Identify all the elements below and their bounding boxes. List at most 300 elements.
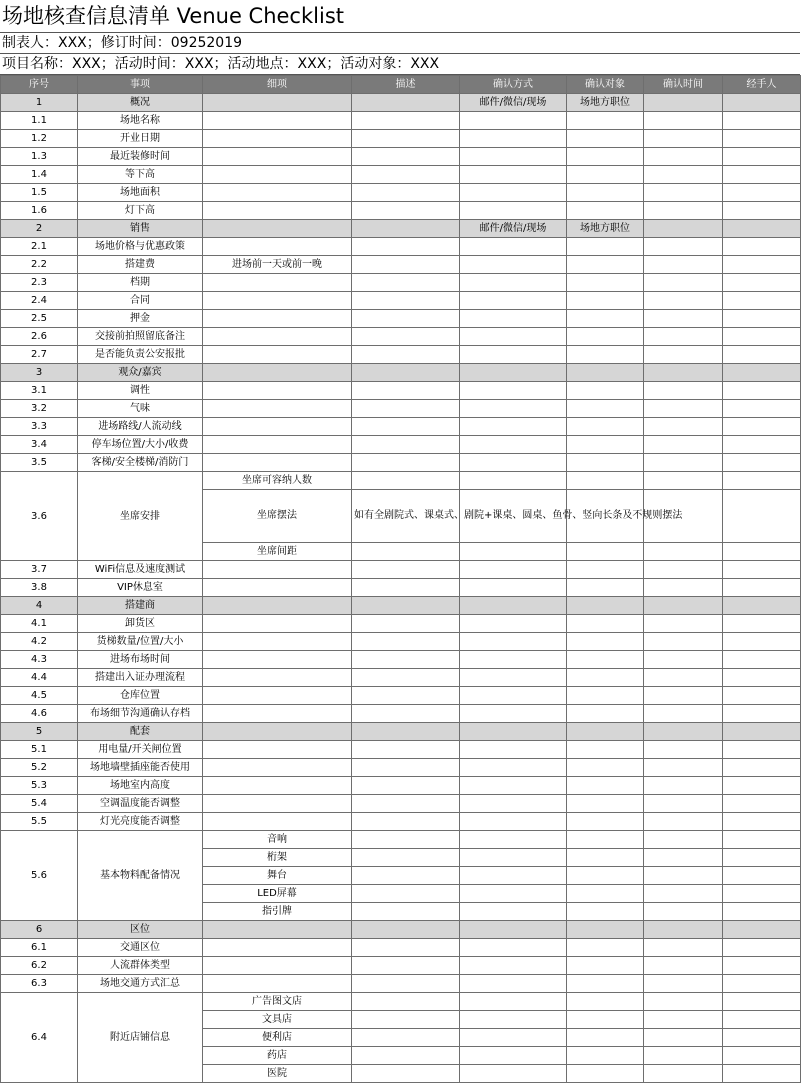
- section-title: 概况: [78, 94, 203, 112]
- empty-cell: [460, 1065, 567, 1083]
- header-no: 序号: [1, 76, 78, 94]
- empty-cell: [723, 1029, 801, 1047]
- empty-cell: [460, 418, 567, 436]
- empty-cell: [460, 542, 567, 560]
- empty-cell: [644, 1065, 723, 1083]
- empty-cell: [567, 885, 644, 903]
- table-row: [1, 184, 801, 202]
- empty-cell: [352, 454, 460, 472]
- empty-cell: [203, 579, 352, 597]
- empty-cell: [567, 867, 644, 885]
- empty-cell: [203, 795, 352, 813]
- section-no: 1: [1, 94, 78, 112]
- empty-cell: [723, 633, 801, 651]
- empty-cell: [723, 148, 801, 166]
- empty-cell: [460, 759, 567, 777]
- empty-cell: [644, 400, 723, 418]
- empty-cell: [460, 310, 567, 328]
- row-item: 场地室内高度: [78, 777, 203, 795]
- empty-cell: [203, 454, 352, 472]
- empty-cell: [352, 1065, 460, 1083]
- empty-cell: [644, 112, 723, 130]
- row-no: 4.5: [1, 687, 78, 705]
- empty-cell: [723, 220, 801, 238]
- row-detail: 便利店: [203, 1029, 352, 1047]
- empty-cell: [723, 597, 801, 615]
- table-row: [1, 148, 801, 166]
- empty-cell: [352, 274, 460, 292]
- table-row: [1, 400, 801, 418]
- row-no: 3.3: [1, 418, 78, 436]
- table-row: [1, 346, 801, 364]
- empty-cell: [460, 885, 567, 903]
- empty-cell: [352, 1029, 460, 1047]
- empty-cell: [203, 202, 352, 220]
- empty-cell: [352, 112, 460, 130]
- row-detail: 舞台: [203, 867, 352, 885]
- empty-cell: [203, 184, 352, 202]
- empty-cell: [644, 687, 723, 705]
- empty-cell: [567, 651, 644, 669]
- empty-cell: [567, 957, 644, 975]
- header-confirm-target: 确认对象: [567, 76, 644, 94]
- cell: [352, 94, 460, 112]
- section-title: 销售: [78, 220, 203, 238]
- empty-cell: [460, 472, 567, 490]
- empty-cell: [723, 382, 801, 400]
- row-no: 6.1: [1, 939, 78, 957]
- empty-cell: [644, 220, 723, 238]
- empty-cell: [723, 957, 801, 975]
- empty-cell: [460, 867, 567, 885]
- empty-cell: [567, 256, 644, 274]
- header-detail: 细项: [203, 76, 352, 94]
- empty-cell: [644, 454, 723, 472]
- empty-cell: [723, 202, 801, 220]
- row-item: 最近装修时间: [78, 148, 203, 166]
- row-item: 搭建费: [78, 256, 203, 274]
- empty-cell: [352, 615, 460, 633]
- empty-cell: [567, 112, 644, 130]
- row-no: 2.1: [1, 238, 78, 256]
- empty-cell: [644, 975, 723, 993]
- empty-cell: [644, 561, 723, 579]
- empty-cell: [723, 615, 801, 633]
- row-item: 是否能负责公安报批: [78, 346, 203, 364]
- empty-cell: [460, 292, 567, 310]
- empty-cell: [644, 382, 723, 400]
- empty-cell: [352, 346, 460, 364]
- empty-cell: [352, 903, 460, 921]
- empty-cell: [203, 615, 352, 633]
- empty-cell: [352, 542, 460, 560]
- row-item: 进场布场时间: [78, 651, 203, 669]
- empty-cell: [203, 651, 352, 669]
- empty-cell: [567, 130, 644, 148]
- empty-cell: [567, 436, 644, 454]
- row-no: 5.2: [1, 759, 78, 777]
- empty-cell: [644, 310, 723, 328]
- empty-cell: [567, 382, 644, 400]
- empty-cell: [203, 112, 352, 130]
- empty-cell: [723, 292, 801, 310]
- empty-cell: [567, 202, 644, 220]
- empty-cell: [723, 831, 801, 849]
- empty-cell: [567, 238, 644, 256]
- empty-cell: [567, 669, 644, 687]
- empty-cell: [567, 975, 644, 993]
- row-no: 5.6: [1, 831, 78, 921]
- empty-cell: [460, 687, 567, 705]
- empty-cell: [352, 831, 460, 849]
- header-confirm-time: 确认时间: [644, 76, 723, 94]
- empty-cell: [723, 723, 801, 741]
- row-no: 1.1: [1, 112, 78, 130]
- empty-cell: [644, 615, 723, 633]
- empty-cell: [460, 202, 567, 220]
- empty-cell: [460, 615, 567, 633]
- empty-cell: [723, 777, 801, 795]
- row-item: 搭建出入证办理流程: [78, 669, 203, 687]
- empty-cell: [567, 579, 644, 597]
- row-item: 押金: [78, 310, 203, 328]
- table-row: [1, 292, 801, 310]
- empty-cell: [460, 795, 567, 813]
- row-item: 空调温度能否调整: [78, 795, 203, 813]
- empty-cell: [460, 346, 567, 364]
- empty-cell: [203, 148, 352, 166]
- section-row-builder: [1, 597, 801, 615]
- table-row: [1, 130, 801, 148]
- header-handler: 经手人: [723, 76, 801, 94]
- empty-cell: [644, 238, 723, 256]
- empty-cell: [460, 651, 567, 669]
- confirm-target: 场地方职位: [567, 94, 644, 112]
- empty-cell: [203, 346, 352, 364]
- empty-cell: [352, 472, 460, 490]
- empty-cell: [203, 238, 352, 256]
- section-title: 区位: [78, 921, 203, 939]
- empty-cell: [644, 579, 723, 597]
- empty-cell: [567, 1065, 644, 1083]
- empty-cell: [203, 669, 352, 687]
- empty-cell: [352, 651, 460, 669]
- empty-cell: [723, 454, 801, 472]
- section-no: 4: [1, 597, 78, 615]
- empty-cell: [567, 400, 644, 418]
- row-no: 2.3: [1, 274, 78, 292]
- row-item: 用电量/开关闸位置: [78, 741, 203, 759]
- empty-cell: [203, 328, 352, 346]
- empty-cell: [460, 256, 567, 274]
- empty-cell: [352, 166, 460, 184]
- empty-cell: [460, 382, 567, 400]
- row-no: 3.8: [1, 579, 78, 597]
- row-detail: 广告图文店: [203, 993, 352, 1011]
- empty-cell: [567, 597, 644, 615]
- empty-cell: [352, 885, 460, 903]
- empty-cell: [460, 148, 567, 166]
- empty-cell: [567, 777, 644, 795]
- empty-cell: [460, 454, 567, 472]
- row-detail: 坐席间距: [203, 542, 352, 560]
- section-no: 5: [1, 723, 78, 741]
- empty-cell: [567, 346, 644, 364]
- row-item: 场地交通方式汇总: [78, 975, 203, 993]
- table-row: [1, 382, 801, 400]
- empty-cell: [352, 795, 460, 813]
- empty-cell: [460, 777, 567, 795]
- empty-cell: [644, 1047, 723, 1065]
- table-row: [1, 112, 801, 130]
- empty-cell: [203, 292, 352, 310]
- empty-cell: [723, 472, 801, 490]
- cell: [644, 94, 723, 112]
- empty-cell: [723, 687, 801, 705]
- empty-cell: [352, 184, 460, 202]
- empty-cell: [203, 130, 352, 148]
- confirm-method: 邮件/微信/现场: [460, 94, 567, 112]
- empty-cell: [723, 651, 801, 669]
- empty-cell: [567, 903, 644, 921]
- empty-cell: [723, 885, 801, 903]
- row-item: 客梯/安全楼梯/消防门: [78, 454, 203, 472]
- empty-cell: [723, 418, 801, 436]
- empty-cell: [460, 831, 567, 849]
- empty-cell: [352, 813, 460, 831]
- empty-cell: [567, 184, 644, 202]
- empty-cell: [567, 831, 644, 849]
- empty-cell: [203, 687, 352, 705]
- section-no: 3: [1, 364, 78, 382]
- row-no: 2.2: [1, 256, 78, 274]
- empty-cell: [352, 723, 460, 741]
- empty-cell: [644, 274, 723, 292]
- empty-cell: [203, 705, 352, 723]
- empty-cell: [203, 633, 352, 651]
- empty-cell: [567, 615, 644, 633]
- row-item: 基本物料配备情况: [78, 831, 203, 921]
- row-detail: 文具店: [203, 1011, 352, 1029]
- empty-cell: [567, 939, 644, 957]
- empty-cell: [352, 310, 460, 328]
- empty-cell: [567, 993, 644, 1011]
- empty-cell: [567, 849, 644, 867]
- empty-cell: [460, 436, 567, 454]
- empty-cell: [567, 633, 644, 651]
- empty-cell: [644, 292, 723, 310]
- empty-cell: [352, 238, 460, 256]
- empty-cell: [723, 490, 801, 542]
- empty-cell: [203, 436, 352, 454]
- empty-cell: [723, 903, 801, 921]
- empty-cell: [352, 759, 460, 777]
- empty-cell: [203, 382, 352, 400]
- empty-cell: [723, 274, 801, 292]
- row-no: 1.4: [1, 166, 78, 184]
- table-row: [1, 256, 801, 274]
- row-no: 3.1: [1, 382, 78, 400]
- empty-cell: [723, 993, 801, 1011]
- empty-cell: [567, 813, 644, 831]
- row-no: 3.6: [1, 472, 78, 561]
- empty-cell: [352, 130, 460, 148]
- row-no: 4.6: [1, 705, 78, 723]
- row-no: 1.3: [1, 148, 78, 166]
- header-item: 事项: [78, 76, 203, 94]
- table-row: [1, 454, 801, 472]
- table-row: [1, 202, 801, 220]
- row-item: 灯光亮度能否调整: [78, 813, 203, 831]
- row-no: 3.7: [1, 561, 78, 579]
- empty-cell: [567, 795, 644, 813]
- empty-cell: [644, 328, 723, 346]
- section-no: 6: [1, 921, 78, 939]
- empty-cell: [644, 651, 723, 669]
- table-row: [1, 957, 801, 975]
- empty-cell: [644, 759, 723, 777]
- checklist-table: [0, 75, 801, 1083]
- empty-cell: [644, 418, 723, 436]
- empty-cell: [567, 561, 644, 579]
- row-no: 2.5: [1, 310, 78, 328]
- empty-cell: [203, 759, 352, 777]
- empty-cell: [460, 975, 567, 993]
- row-item: 人流群体类型: [78, 957, 203, 975]
- empty-cell: [567, 472, 644, 490]
- empty-cell: [460, 274, 567, 292]
- section-title: 搭建商: [78, 597, 203, 615]
- empty-cell: [460, 939, 567, 957]
- empty-cell: [203, 741, 352, 759]
- empty-cell: [352, 292, 460, 310]
- table-row: [1, 238, 801, 256]
- empty-cell: [352, 220, 460, 238]
- empty-cell: [352, 939, 460, 957]
- empty-cell: [352, 993, 460, 1011]
- empty-cell: [644, 669, 723, 687]
- empty-cell: [644, 633, 723, 651]
- empty-cell: [567, 1029, 644, 1047]
- empty-cell: [460, 813, 567, 831]
- empty-cell: [723, 346, 801, 364]
- project-info-line: 项目名称：XXX；活动时间：XXX；活动地点：XXX；活动对象：XXX: [0, 54, 800, 75]
- empty-cell: [460, 238, 567, 256]
- row-item: 场地墙壁插座能否使用: [78, 759, 203, 777]
- row-item: 附近店铺信息: [78, 993, 203, 1083]
- empty-cell: [723, 1065, 801, 1083]
- empty-cell: [352, 669, 460, 687]
- row-no: 1.2: [1, 130, 78, 148]
- empty-cell: [567, 292, 644, 310]
- table-row: [1, 651, 801, 669]
- empty-cell: [460, 957, 567, 975]
- table-row: [1, 166, 801, 184]
- empty-cell: [352, 418, 460, 436]
- empty-cell: [352, 975, 460, 993]
- row-no: 2.4: [1, 292, 78, 310]
- empty-cell: [644, 831, 723, 849]
- row-item: 货梯数量/位置/大小: [78, 633, 203, 651]
- table-row: [1, 705, 801, 723]
- empty-cell: [644, 921, 723, 939]
- section-row-overview: [1, 94, 801, 112]
- empty-cell: [567, 1047, 644, 1065]
- row-description: 如有全剧院式、课桌式、剧院+课桌、圆桌、鱼骨、竖向长条及不规则摆法: [352, 490, 460, 542]
- empty-cell: [352, 256, 460, 274]
- row-item: 进场路线/人流动线: [78, 418, 203, 436]
- header-row: [1, 76, 801, 94]
- empty-cell: [352, 328, 460, 346]
- empty-cell: [203, 418, 352, 436]
- empty-cell: [203, 777, 352, 795]
- row-item: 交接前拍照留底备注: [78, 328, 203, 346]
- empty-cell: [644, 705, 723, 723]
- empty-cell: [460, 328, 567, 346]
- row-item: 卸货区: [78, 615, 203, 633]
- row-no: 6.2: [1, 957, 78, 975]
- empty-cell: [644, 256, 723, 274]
- row-detail: 桁架: [203, 849, 352, 867]
- empty-cell: [460, 903, 567, 921]
- empty-cell: [567, 687, 644, 705]
- row-detail: 指引牌: [203, 903, 352, 921]
- table-row: [1, 472, 801, 490]
- row-no: 5.4: [1, 795, 78, 813]
- table-row: [1, 975, 801, 993]
- table-row: [1, 579, 801, 597]
- author-revision-line: 制表人：XXX；修订时间：09252019: [0, 33, 800, 54]
- empty-cell: [644, 1029, 723, 1047]
- empty-cell: [644, 1011, 723, 1029]
- row-item: VIP休息室: [78, 579, 203, 597]
- empty-cell: [567, 274, 644, 292]
- header-confirm-method: 确认方式: [460, 76, 567, 94]
- empty-cell: [203, 310, 352, 328]
- empty-cell: [352, 1011, 460, 1029]
- row-detail: LED屏幕: [203, 885, 352, 903]
- row-no: 2.6: [1, 328, 78, 346]
- empty-cell: [723, 867, 801, 885]
- empty-cell: [203, 957, 352, 975]
- table-row: [1, 687, 801, 705]
- empty-cell: [352, 400, 460, 418]
- empty-cell: [644, 202, 723, 220]
- empty-cell: [460, 166, 567, 184]
- empty-cell: [203, 723, 352, 741]
- table-row: [1, 669, 801, 687]
- row-no: 6.4: [1, 993, 78, 1083]
- empty-cell: [352, 436, 460, 454]
- row-detail: 医院: [203, 1065, 352, 1083]
- table-row: [1, 328, 801, 346]
- empty-cell: [723, 400, 801, 418]
- empty-cell: [644, 993, 723, 1011]
- row-no: 5.1: [1, 741, 78, 759]
- empty-cell: [644, 597, 723, 615]
- row-detail: 坐席可容纳人数: [203, 472, 352, 490]
- empty-cell: [567, 364, 644, 382]
- empty-cell: [723, 1047, 801, 1065]
- empty-cell: [723, 669, 801, 687]
- section-title: 配套: [78, 723, 203, 741]
- row-item: 场地价格与优惠政策: [78, 238, 203, 256]
- empty-cell: [352, 597, 460, 615]
- row-item: 等下高: [78, 166, 203, 184]
- empty-cell: [723, 795, 801, 813]
- empty-cell: [723, 561, 801, 579]
- empty-cell: [203, 597, 352, 615]
